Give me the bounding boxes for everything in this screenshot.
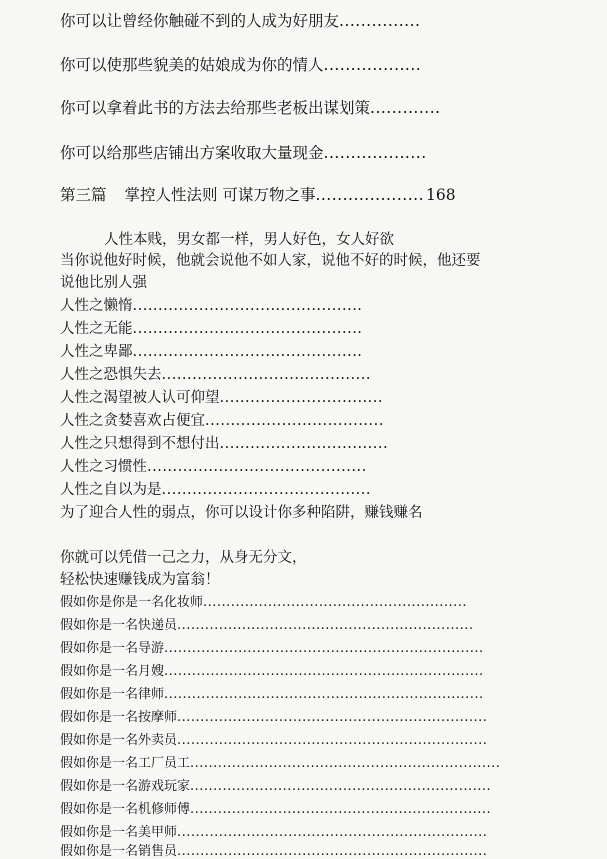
leader-dots: .............................................	[132, 298, 363, 314]
toc-text: 你可以拿着此书的方法去给那些老板出谋划策	[60, 99, 371, 117]
leader-dots: .....................................................................	[164, 687, 484, 702]
nature-item: 人性之自以为是.........................................	[60, 482, 371, 498]
page-number: 168	[426, 186, 456, 204]
job-item: 假如你是一名导游.....................................................................	[60, 641, 484, 656]
job-item: 假如你是一名外卖员...................................................................	[60, 733, 488, 748]
leader-dots: ..................	[323, 56, 422, 74]
leader-dots: .....................................................................	[164, 664, 484, 679]
toc-line	[60, 14, 420, 30]
leader-dots: ...................................................................	[177, 825, 488, 840]
nature-item: 人性之恐惧失去.........................................	[60, 367, 371, 383]
leader-dots: ...................................................................	[177, 733, 488, 748]
job-item: 假如你是你是一名化妆师.........................................................	[60, 595, 468, 610]
leader-dots: ....................	[315, 186, 424, 204]
nature-item: 人性之卑鄙.............................................	[60, 344, 363, 360]
toc-line	[60, 58, 421, 74]
leader-dots: .............	[370, 99, 441, 117]
leader-dots: ................................................................	[177, 618, 474, 633]
nature-item: 人性之渴望被人认可仰望................................	[60, 390, 383, 406]
job-item: 假如你是一名律师.....................................................................	[60, 687, 484, 702]
nature-item: 人性之无能.............................................	[60, 321, 363, 337]
leader-dots: .................................................................	[190, 779, 492, 794]
job-item: 假如你是一名游戏玩家.................................................................	[60, 779, 492, 794]
toc-line	[60, 146, 427, 162]
leader-dots: ...................................................................	[177, 844, 488, 859]
leader-dots: ...................	[323, 144, 427, 162]
nature-item: 人性之只想得到不想付出.................................	[60, 436, 389, 452]
nature-item: 人性之习惯性...........................................	[60, 459, 367, 475]
job-item: 假如你是一名工厂员工...................................................................	[60, 756, 501, 771]
leader-dots: ...................................................................	[190, 756, 501, 771]
leader-dots: ...................................................................	[177, 710, 488, 725]
nature-summary: 为了迎合人性的弱点，你可以设计你多种陷阱，赚钱赚名	[60, 505, 423, 521]
leader-dots: .........................................	[161, 367, 371, 383]
leader-dots: ...........................................	[147, 459, 367, 475]
intro-line: 当你说他好时候，他就会说他不如人家，说他不好的时候，他还要	[60, 253, 481, 269]
leader-dots: ................................	[219, 390, 383, 406]
intro-line: 说他比别人强	[60, 275, 147, 291]
job-item: 假如你是一名美甲师...................................................................	[60, 825, 488, 840]
leader-dots: .................................	[219, 436, 389, 452]
job-item: 假如你是一名快递员................................................................	[60, 618, 474, 633]
job-item: 假如你是一名按摩师...................................................................	[60, 710, 488, 725]
leader-dots: .....................................................................	[164, 641, 484, 656]
nature-item: 人性之懒惰.............................................	[60, 298, 363, 314]
job-item: 假如你是一名月嫂.....................................................................	[60, 664, 484, 679]
slogan-line: 你就可以凭借一己之力，从身无分文，	[60, 550, 307, 566]
toc-text: 你可以给那些店铺出方案收取大量现金	[60, 144, 324, 162]
leader-dots: .........................................	[161, 482, 371, 498]
chapter-heading	[60, 188, 456, 204]
slogan-line: 轻松快速赚钱成为富翁！	[60, 572, 220, 588]
job-item: 假如你是一名机修师傅.................................................................	[60, 802, 492, 817]
leader-dots: .............................................	[132, 344, 363, 360]
toc-line	[60, 101, 441, 117]
nature-item: 人性之贪婪喜欢占便宜...................................	[60, 413, 384, 429]
intro-line: 人性本贱，男女都一样，男人好色，女人好欲	[104, 232, 394, 248]
chapter-title: 掌控人性法则 可谋万物之事	[124, 186, 316, 204]
leader-dots: ...............	[339, 12, 421, 30]
job-item: 假如你是一名销售员...................................................................	[60, 844, 488, 859]
leader-dots: .........................................................	[203, 595, 468, 610]
leader-dots: .............................................	[132, 321, 363, 337]
toc-text: 你可以让曾经你触碰不到的人成为好朋友	[60, 12, 340, 30]
leader-dots: ...................................	[205, 413, 384, 429]
leader-dots: .................................................................	[190, 802, 492, 817]
chapter-label: 第三篇	[60, 186, 107, 204]
toc-text: 你可以使那些貌美的姑娘成为你的情人	[60, 56, 324, 74]
